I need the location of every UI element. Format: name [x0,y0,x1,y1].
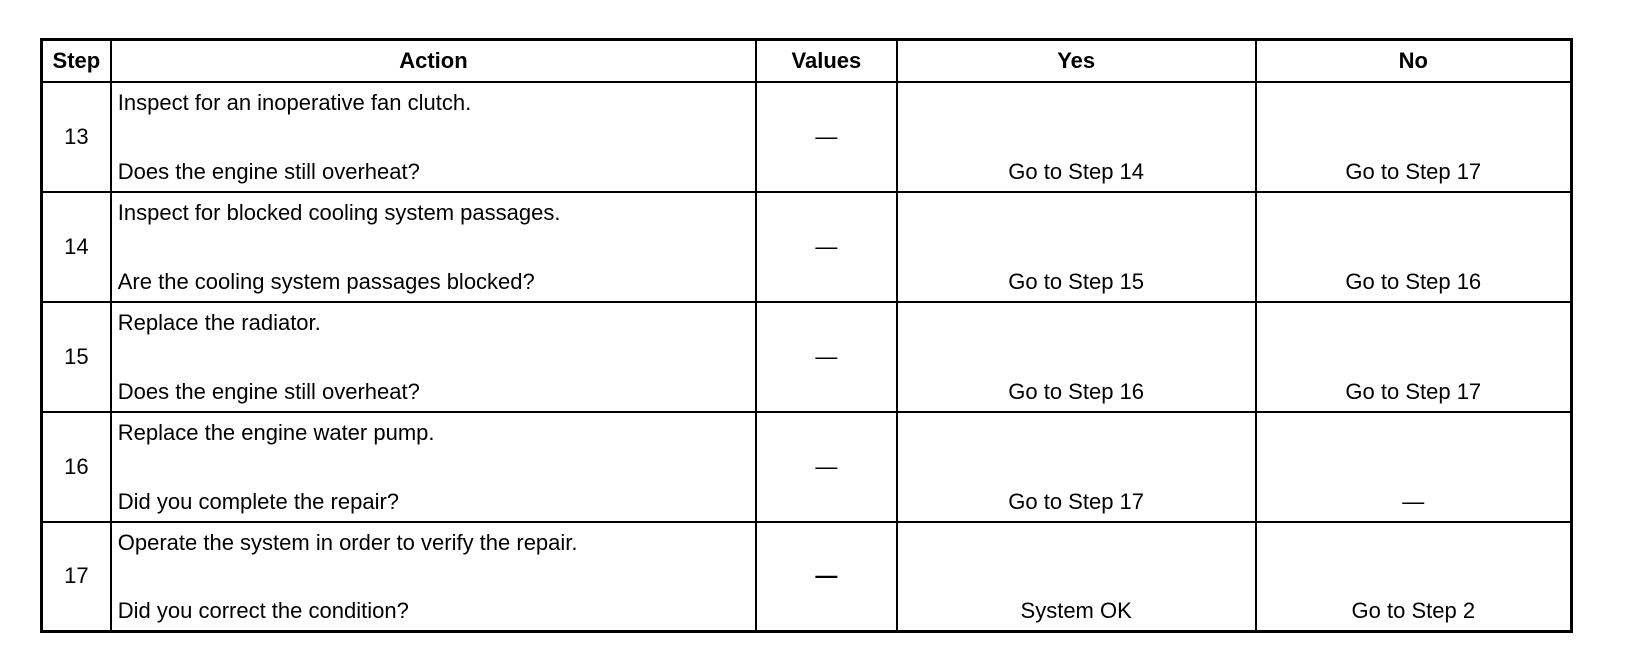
header-action: Action [111,40,756,82]
header-row [42,40,1572,82]
values-cell: — [756,302,897,412]
action-cell [111,192,756,302]
step-number: 16 [42,412,111,522]
action-question: Did you complete the repair? [117,488,400,514]
action-instruction: Operate the system in order to verify the repair. [117,529,578,555]
action-question: Are the cooling system passages blocked? [117,268,535,294]
action-instruction: Inspect for blocked cooling system passages. [117,199,561,225]
table-row [42,192,1572,302]
no-outcome: Go to Step 17 [1256,302,1572,412]
diagnostic-table [40,38,1573,633]
action-cell [111,82,756,192]
header-step: Step [42,40,111,82]
step-number: 15 [42,302,111,412]
values-cell: — [756,522,897,632]
action-question: Does the engine still overheat? [117,158,420,184]
action-instruction: Replace the radiator. [117,309,321,335]
header-yes: Yes [897,40,1256,82]
values-cell: — [756,82,897,192]
action-instruction: Inspect for an inoperative fan clutch. [117,89,472,115]
table-row [42,82,1572,192]
table-row [42,522,1572,632]
no-outcome: Go to Step 16 [1256,192,1572,302]
action-instruction: Replace the engine water pump. [117,419,435,445]
table-row [42,412,1572,522]
yes-outcome: Go to Step 16 [897,302,1256,412]
values-cell: — [756,412,897,522]
no-outcome: Go to Step 2 [1256,522,1572,632]
header-values: Values [756,40,897,82]
action-question: Did you correct the condition? [117,598,409,623]
yes-outcome: Go to Step 17 [897,412,1256,522]
action-cell [111,412,756,522]
step-number: 17 [42,522,111,632]
no-outcome: Go to Step 17 [1256,82,1572,192]
values-cell: — [756,192,897,302]
step-number: 14 [42,192,111,302]
yes-outcome: Go to Step 14 [897,82,1256,192]
action-question: Does the engine still overheat? [117,378,420,404]
yes-outcome: Go to Step 15 [897,192,1256,302]
yes-outcome: System OK [897,522,1256,632]
no-outcome: — [1256,412,1572,522]
step-number: 13 [42,82,111,192]
header-no: No [1256,40,1572,82]
table-row [42,302,1572,412]
action-cell [111,302,756,412]
action-cell [111,522,756,632]
